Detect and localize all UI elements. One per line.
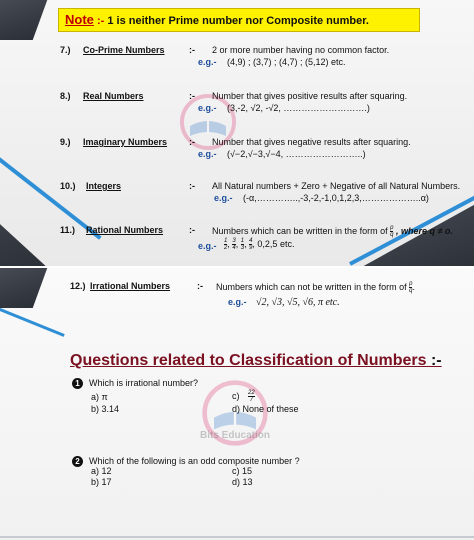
item-10-number: 10.) [60, 181, 76, 191]
item-11-def-text: Numbers which can be written in the form of [212, 225, 388, 236]
item-7-number: 7.) [60, 45, 71, 55]
questions-heading [70, 352, 442, 370]
fraction-numerator: p [409, 281, 413, 287]
fraction-numerator: 1 [224, 238, 228, 244]
item-12-def-text: Numbers which can not be written in the form of [216, 281, 407, 292]
item-9-example: (√−2,√−3,√−4, ……………………..) [227, 149, 366, 159]
q2-option-c[interactable]: c) 15 [232, 466, 253, 476]
fraction-denominator: q [409, 288, 413, 294]
questions-heading-tail: :- [430, 352, 442, 369]
item-9-colon: :- [189, 137, 195, 147]
item-11-colon: :- [189, 225, 195, 235]
question-1-text: Which is irrational number? [89, 378, 199, 388]
fraction-denominator: 7 [249, 397, 254, 403]
slide-1 [0, 0, 474, 266]
dark-corner-top-left-2 [0, 268, 47, 308]
item-7-term: Co-Prime Numbers [83, 45, 165, 55]
item-12-term: Irrational Numbers [90, 281, 171, 291]
fraction-numerator: 22 [248, 390, 255, 396]
item-12-colon: :- [197, 281, 203, 291]
item-9-definition: Number that gives negative results after squaring. [212, 137, 411, 147]
fraction-denominator: 4 [232, 245, 236, 251]
q1-option-d[interactable]: d) None of these [232, 404, 299, 414]
item-11-term: Rational Numbers [86, 225, 164, 235]
item-7-definition: 2 or more number having no common factor. [212, 45, 390, 55]
fraction-denominator: q [390, 232, 394, 238]
item-10-colon: :- [189, 181, 195, 191]
item-10-eg-label: e.g.- [214, 193, 233, 203]
item-11-example-tail: , 0,2,5 etc. [252, 238, 295, 249]
item-11-number: 11.) [60, 225, 76, 235]
fraction-denominator: 3 [240, 245, 245, 251]
item-8-colon: :- [189, 91, 195, 101]
item-10-definition: All Natural numbers + Zero + Negative of all Natural Numbers. [212, 181, 461, 191]
item-11-example [224, 238, 294, 251]
questions-heading-text: Questions related to Classification of Numbers [70, 352, 427, 369]
fraction-denominator: 2 [224, 245, 228, 251]
note-separator: :- [96, 15, 105, 27]
fraction-numerator: 4 [249, 238, 253, 244]
item-8-eg-label: e.g.- [198, 103, 217, 113]
grey-line-bottom [0, 536, 474, 538]
dark-corner-top-left [0, 0, 47, 40]
q1-option-c-label: c) [232, 390, 240, 401]
item-9-eg-label: e.g.- [198, 149, 217, 159]
fraction-numerator: 1 [240, 238, 245, 244]
fraction-separator: , [227, 238, 233, 249]
item-8-definition: Number that gives positive results after squaring. [212, 91, 408, 101]
fraction-numerator: 3 [232, 238, 236, 244]
q2-option-b[interactable]: b) 17 [91, 477, 112, 487]
q2-option-a[interactable]: a) 12 [91, 466, 112, 476]
item-8-number: 8.) [60, 91, 71, 101]
item-7-colon: :- [189, 45, 195, 55]
item-11-eg-label: e.g.- [198, 241, 217, 251]
item-8-example: (3,-2, √2, -√2, ……………………….) [227, 103, 370, 113]
item-12-def-tail: . [412, 281, 415, 292]
question-2-bullet: 2 [72, 456, 83, 467]
item-9-term: Imaginary Numbers [83, 137, 168, 147]
blue-stripe-left-2 [0, 304, 65, 337]
q2-option-d[interactable]: d) 13 [232, 477, 253, 487]
item-12-example: √2, √3, √5, √6, π etc. [256, 297, 340, 308]
fraction-numerator: p [390, 225, 394, 231]
note-label: Note [65, 12, 94, 27]
item-12-number: 12.) [70, 281, 86, 291]
item-9-number: 9.) [60, 137, 71, 147]
q1-option-c-fraction [248, 390, 255, 403]
watermark-text: Bits Education [200, 430, 271, 441]
item-10-example: (-α,…………..,-3,-2,-1,0,1,2,3,………………..α) [243, 193, 429, 203]
q1-option-c[interactable] [232, 390, 255, 403]
question-1 [72, 378, 198, 389]
fraction-denominator: 9 [249, 245, 253, 251]
note-text: 1 is neither Prime number nor Composite number. [107, 15, 369, 27]
note-banner [58, 8, 420, 32]
item-12-definition [216, 281, 415, 294]
item-11-def-fraction [390, 225, 393, 238]
q1-option-b[interactable]: b) 3.14 [91, 404, 120, 414]
question-1-bullet: 1 [72, 378, 83, 389]
q1-option-a[interactable]: a) π [91, 392, 108, 402]
item-11-definition [212, 225, 453, 238]
item-12-eg-label: e.g.- [228, 297, 247, 307]
item-11-def-tail: , where q ≠ o. [395, 225, 453, 236]
fraction-separator: , [235, 238, 241, 249]
item-8-term: Real Numbers [83, 91, 144, 101]
fraction-separator: , [244, 238, 250, 249]
item-10-term: Integers [86, 181, 122, 191]
item-11-fraction-list [224, 239, 252, 249]
item-7-example: (4,9) ; (3,7) ; (4,7) ; (5,12) etc. [227, 57, 346, 67]
question-2-text: Which of the following is an odd composite number ? [89, 456, 300, 466]
item-7-eg-label: e.g.- [198, 57, 217, 67]
